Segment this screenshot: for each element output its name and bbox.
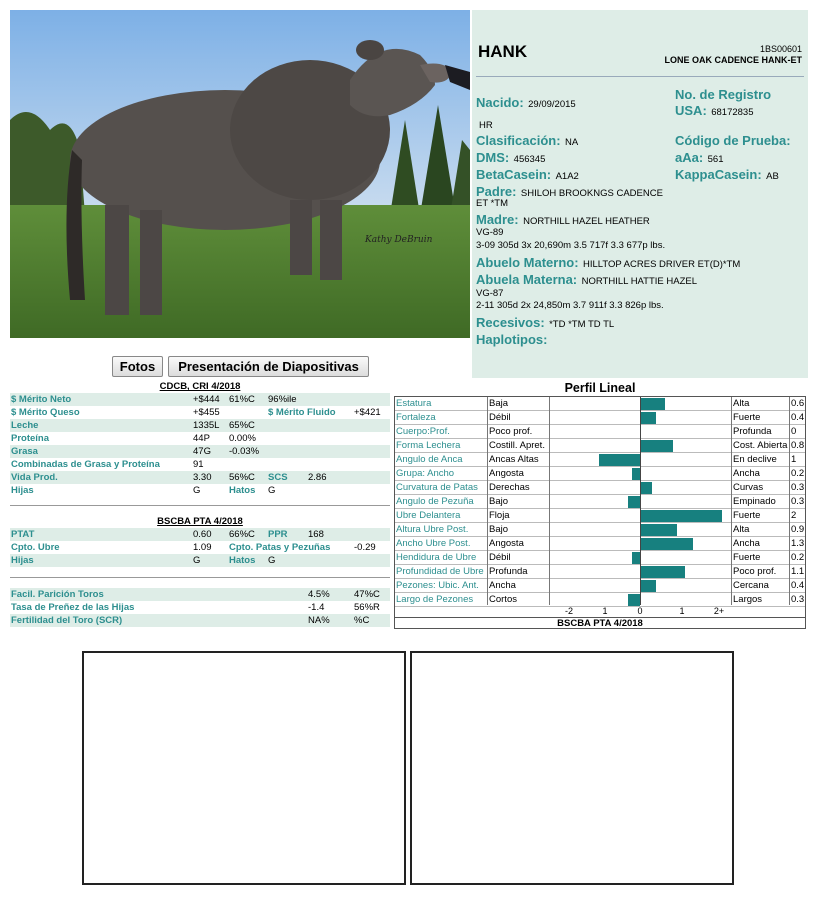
profile-bar [640,482,652,494]
profile-trait-label: Estatura [396,398,432,409]
productive-life-row: Vida Prod. 3.30 56%C SCS 2.86 [10,471,390,484]
net-merit-row: $ Mérito Neto +$444 61%C 96%ile [10,393,390,406]
dms-field: DMS: 456345 [476,150,546,165]
aaa-field: aAa: 561 [675,150,724,165]
profile-bar [599,454,640,466]
profile-row [395,397,805,411]
profile-row [395,537,805,551]
cdcb-section [10,381,390,497]
scr-row: Fertilidad del Toro (SCR) NA% %C [10,614,390,627]
profile-low-label: Débil [489,552,511,563]
divider [476,76,804,77]
sire-calving-ease-row: Facil. Parición Toros 4.5% 47%C [10,588,390,601]
usa-field: USA: 68172835 [675,103,754,118]
dam-record: 3-09 305d 3x 20,690m 3.5 717f 3.3 677p lbs. [476,240,666,251]
profile-bar [628,496,640,508]
profile-low-label: Costill. Apret. [489,440,545,451]
profile-low-label: Angosta [489,468,524,479]
profile-trait-label: Ancho Ubre Post. [396,538,471,549]
profile-high-label: Fuerte [733,510,761,521]
profile-value: 0.9 [791,524,805,535]
profile-bar [640,412,656,424]
profile-value: 0.2 [791,468,805,479]
fat-row: Grasa 47G -0.03% [10,445,390,458]
profile-trait-label: Pezones: Ubic. Ant. [396,580,479,591]
profile-trait-label: Largo de Pezones [396,594,474,605]
profile-row [395,579,805,593]
profile-value: 0.4 [791,580,805,591]
profile-high-label: Alta [733,398,750,409]
test-code-label: Código de Prueba: [675,133,791,148]
profile-value: 0.8 [791,440,805,451]
profile-high-label: Fuerte [733,412,761,423]
profile-high-label: Empinado [733,496,776,507]
profile-high-label: Largos [733,594,763,605]
profile-low-label: Bajo [489,496,509,507]
protein-row: Proteína 44P 0.00% [11,433,256,444]
profile-low-label: Cortos [489,594,517,605]
cdcb-title: CDCB, CRI 4/2018 [159,381,241,392]
profile-high-label: Fuerte [733,552,761,563]
cheese-merit-row: $ Mérito Queso +$455 $ Mérito Fluido +$421 [11,407,381,418]
ptat-row: PTAT 0.60 66%C PPR 168 [10,528,390,541]
profile-trait-label: Altura Ubre Post. [396,524,469,535]
fertility-section [10,588,390,627]
profile-value: 2 [791,510,797,521]
profile-row [395,509,805,523]
profile-trait-label: Angulo de Pezuña [396,496,474,507]
image-box-left [82,651,406,885]
profile-row [395,481,805,495]
mgs-field: Abuelo Materno: HILLTOP ACRES DRIVER ET(D)*TM [476,255,741,270]
profile-high-label: Ancha [733,538,760,549]
profile-trait-label: Curvatura de Patas [396,482,478,493]
profile-high-label: Poco prof. [733,566,777,577]
profile-low-label: Ancha [489,580,516,591]
cfp-row: Combinadas de Grasa y Proteína 91 [11,459,204,470]
dam-class: VG-89 [476,227,504,238]
profile-row [395,439,805,453]
profile-row [395,551,805,565]
profile-low-label: Bajo [489,524,509,535]
slideshow-button[interactable]: Presentación de Diapositivas [168,356,369,377]
photo-credit: Kathy DeBruin [365,235,433,245]
haplotypes-field: Haplotipos: [476,332,548,347]
cdcb-daughters-row: Hijas G Hatos G [11,485,276,496]
udder-composite-row: Cpto. Ubre 1.09 Cpto. Patas y Pezuñas -0.29 [11,542,376,553]
profile-value: 0.6 [791,398,805,409]
profile-row [395,523,805,537]
info-panel [472,10,808,378]
profile-row [395,467,805,481]
animal-code: 1BS00601 [759,44,802,54]
profile-row [395,411,805,425]
hr-text: HR [479,120,493,131]
beta-casein-field: BetaCasein: A1A2 [476,167,579,182]
profile-trait-label: Grupa: Ancho [396,468,455,479]
kappa-casein-field: KappaCasein: AB [675,167,779,182]
profile-tick-label: 1 [602,606,608,616]
sire-suffix: ET *TM [476,198,509,209]
profile-row [395,425,805,439]
bscba-daughters-row: Hijas G Hatos G [10,554,390,567]
mgd-record: 2-11 305d 2x 24,850m 3.7 911f 3.3 826p lbs. [476,300,664,311]
bscba-section [10,516,390,567]
profile-low-label: Poco prof. [489,426,533,437]
milk-row: Leche 1335L 65%C [10,419,390,432]
registered-name: LONE OAK CADENCE HANK-ET [664,55,802,65]
profile-low-label: Ancas Altas [489,454,539,465]
bscba-title: BSCBA PTA 4/2018 [157,516,243,527]
profile-row [395,565,805,579]
profile-value: 0.2 [791,552,805,563]
photos-button[interactable]: Fotos [112,356,163,377]
profile-low-label: Derechas [489,482,530,493]
profile-bar [640,398,665,410]
profile-value: 0.3 [791,482,805,493]
dam-field: Madre: NORTHILL HAZEL HEATHER [476,212,650,227]
profile-bar [640,510,722,522]
profile-tick-label: 1 [679,606,685,616]
profile-row [395,453,805,467]
profile-trait-label: Hendidura de Ubre [396,552,477,563]
profile-trait-label: Profundidad de Ubre [396,566,484,577]
profile-high-label: Ancha [733,468,760,479]
mgd-field: Abuela Materna: NORTHILL HATTIE HAZEL [476,272,698,287]
bull-photo[interactable] [10,10,470,338]
profile-bar [640,440,673,452]
profile-tick-label: 0 [637,606,643,616]
profile-footer: BSCBA PTA 4/2018 [395,617,805,629]
profile-value: 1.3 [791,538,805,549]
profile-tick-label: 2+ [713,606,725,616]
profile-bar [640,580,656,592]
profile-bar [640,538,693,550]
profile-trait-label: Forma Lechera [396,440,461,451]
profile-low-label: Profunda [489,566,528,577]
profile-high-label: Alta [733,524,750,535]
profile-trait-label: Fortaleza [396,412,436,423]
profile-row [395,593,805,607]
profile-low-label: Floja [489,510,510,521]
profile-low-label: Débil [489,412,511,423]
profile-value: 0.3 [791,496,805,507]
profile-trait-label: Angulo de Anca [396,454,463,465]
profile-bar [632,468,640,480]
profile-high-label: Curvas [733,482,764,493]
born-field: Nacido: 29/09/2015 [476,95,576,110]
divider [10,505,390,506]
profile-value: 0.3 [791,594,805,605]
profile-high-label: Profunda [733,426,772,437]
profile-title: Perfil Lineal [564,381,636,395]
profile-high-label: En declive [733,454,777,465]
profile-bar [640,524,677,536]
mgd-class: VG-87 [476,288,504,299]
profile-high-label: Cost. Abierta [733,440,788,451]
image-box-right [410,651,734,885]
profile-low-label: Angosta [489,538,524,549]
recessives-field: Recesivos: *TD *TM TD TL [476,315,615,330]
profile-trait-label: Cuerpo:Prof. [396,426,450,437]
profile-row [395,495,805,509]
profile-trait-label: Ubre Delantera [396,510,461,521]
sire-field: Padre: SHILOH BROOKNGS CADENCE [476,184,663,199]
profile-value: 0 [791,426,797,437]
registration-label: No. de Registro [675,87,772,102]
profile-bar [632,552,640,564]
dpr-row: Tasa de Preñez de las Hijas -1.4 56%R [11,602,380,613]
profile-bar [640,566,685,578]
profile-bar [628,594,640,606]
divider [10,577,390,578]
animal-name: HANK [478,42,528,61]
profile-value: 1.1 [791,566,805,577]
profile-high-label: Cercana [733,580,769,591]
profile-low-label: Baja [489,398,509,409]
profile-value: 0.4 [791,412,805,423]
linear-profile-chart [394,396,806,629]
profile-tick-label: -2 [564,606,573,616]
classification-field: Clasificación: NA [476,133,579,148]
profile-value: 1 [791,454,797,465]
